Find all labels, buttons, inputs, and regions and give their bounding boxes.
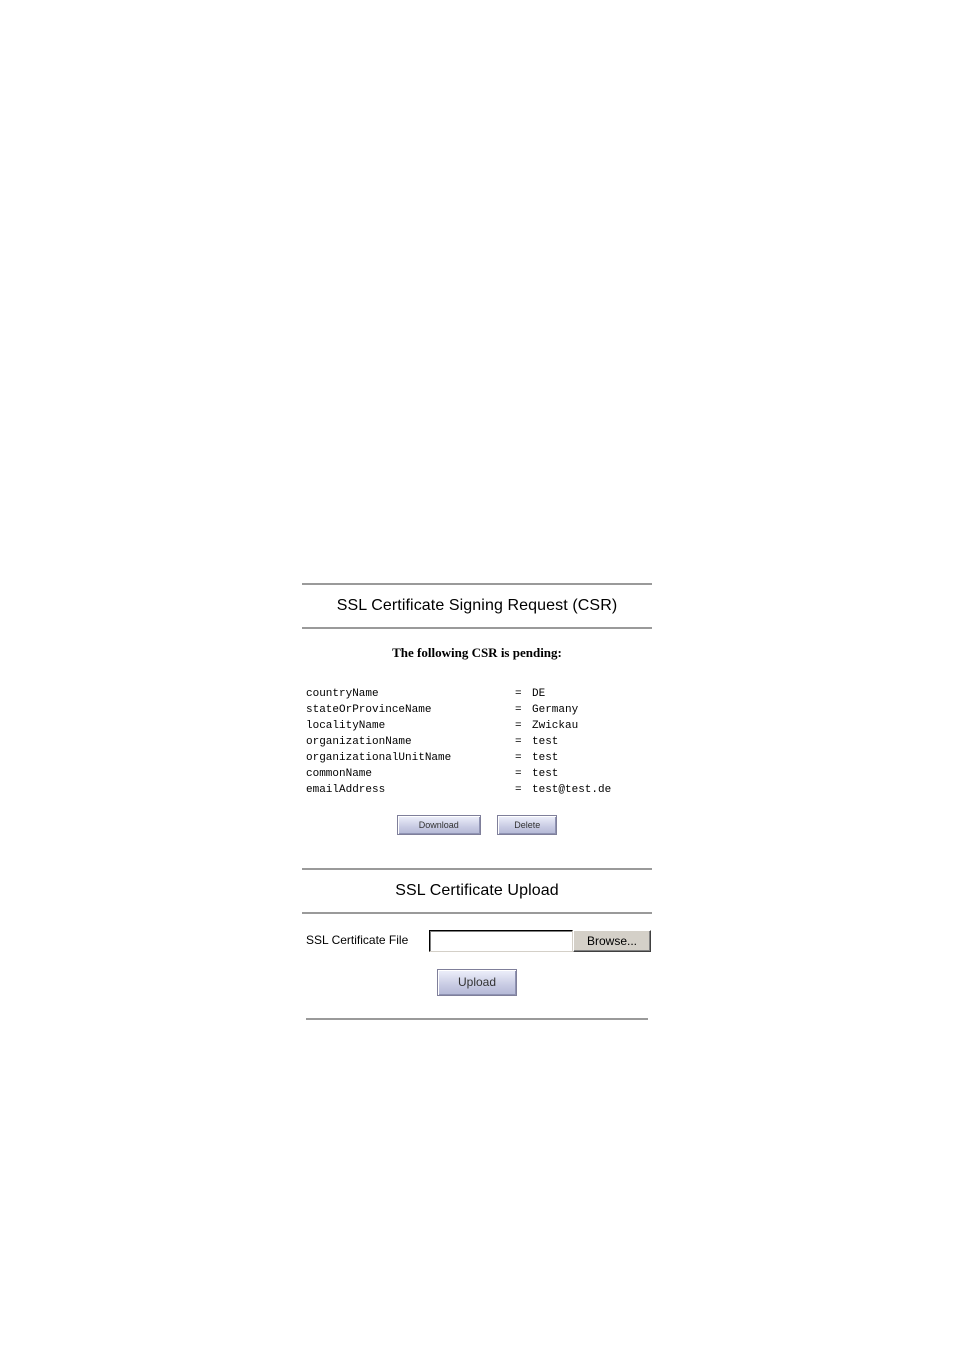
csr-field-value: test [532,752,559,764]
csr-pending-message: The following CSR is pending: [392,645,562,660]
csr-field-equals: = [515,704,522,716]
upload-actions [302,969,652,997]
download-button[interactable]: Download [397,815,481,835]
csr-field-equals: = [515,688,522,700]
csr-title-divider [302,627,652,629]
csr-row-email [306,782,611,798]
csr-details-table [306,686,611,798]
csr-field-equals: = [515,784,522,796]
csr-field-key: emailAddress [306,784,386,796]
csr-row-locality [306,718,611,734]
csr-field-equals: = [515,752,522,764]
csr-field-equals: = [515,736,522,748]
csr-field-key: stateOrProvinceName [306,704,432,716]
csr-field-value: test [532,768,559,780]
csr-row-organization [306,734,611,750]
csr-field-equals: = [515,768,522,780]
csr-row-organizational-unit [306,750,611,766]
csr-field-key: commonName [306,768,373,780]
certificate-file-label: SSL Certificate File [306,933,409,947]
csr-field-key: localityName [306,720,386,732]
csr-row-state [306,702,611,718]
certificate-file-input[interactable] [429,930,573,952]
upload-title-divider [302,912,652,914]
ssl-certificate-panel [302,583,652,1020]
csr-field-value: DE [532,688,546,700]
csr-field-key: organizationName [306,736,412,748]
bottom-divider [306,1018,648,1020]
csr-row-country [306,686,611,702]
csr-field-value: Zwickau [532,720,579,732]
browse-button[interactable]: Browse... [573,930,651,952]
csr-field-equals: = [515,720,522,732]
csr-field-key: organizationalUnitName [306,752,452,764]
csr-row-common-name [306,766,611,782]
csr-field-value: Germany [532,704,579,716]
csr-section-title: SSL Certificate Signing Request (CSR) [336,597,618,614]
csr-field-value: test [532,736,559,748]
csr-field-key: countryName [306,688,379,700]
upload-section-title: SSL Certificate Upload [395,882,559,899]
upload-button[interactable]: Upload [437,969,517,996]
certificate-file-row [302,930,652,952]
csr-actions [302,815,652,835]
delete-button[interactable]: Delete [497,815,557,835]
csr-field-value: test@test.de [532,784,612,796]
